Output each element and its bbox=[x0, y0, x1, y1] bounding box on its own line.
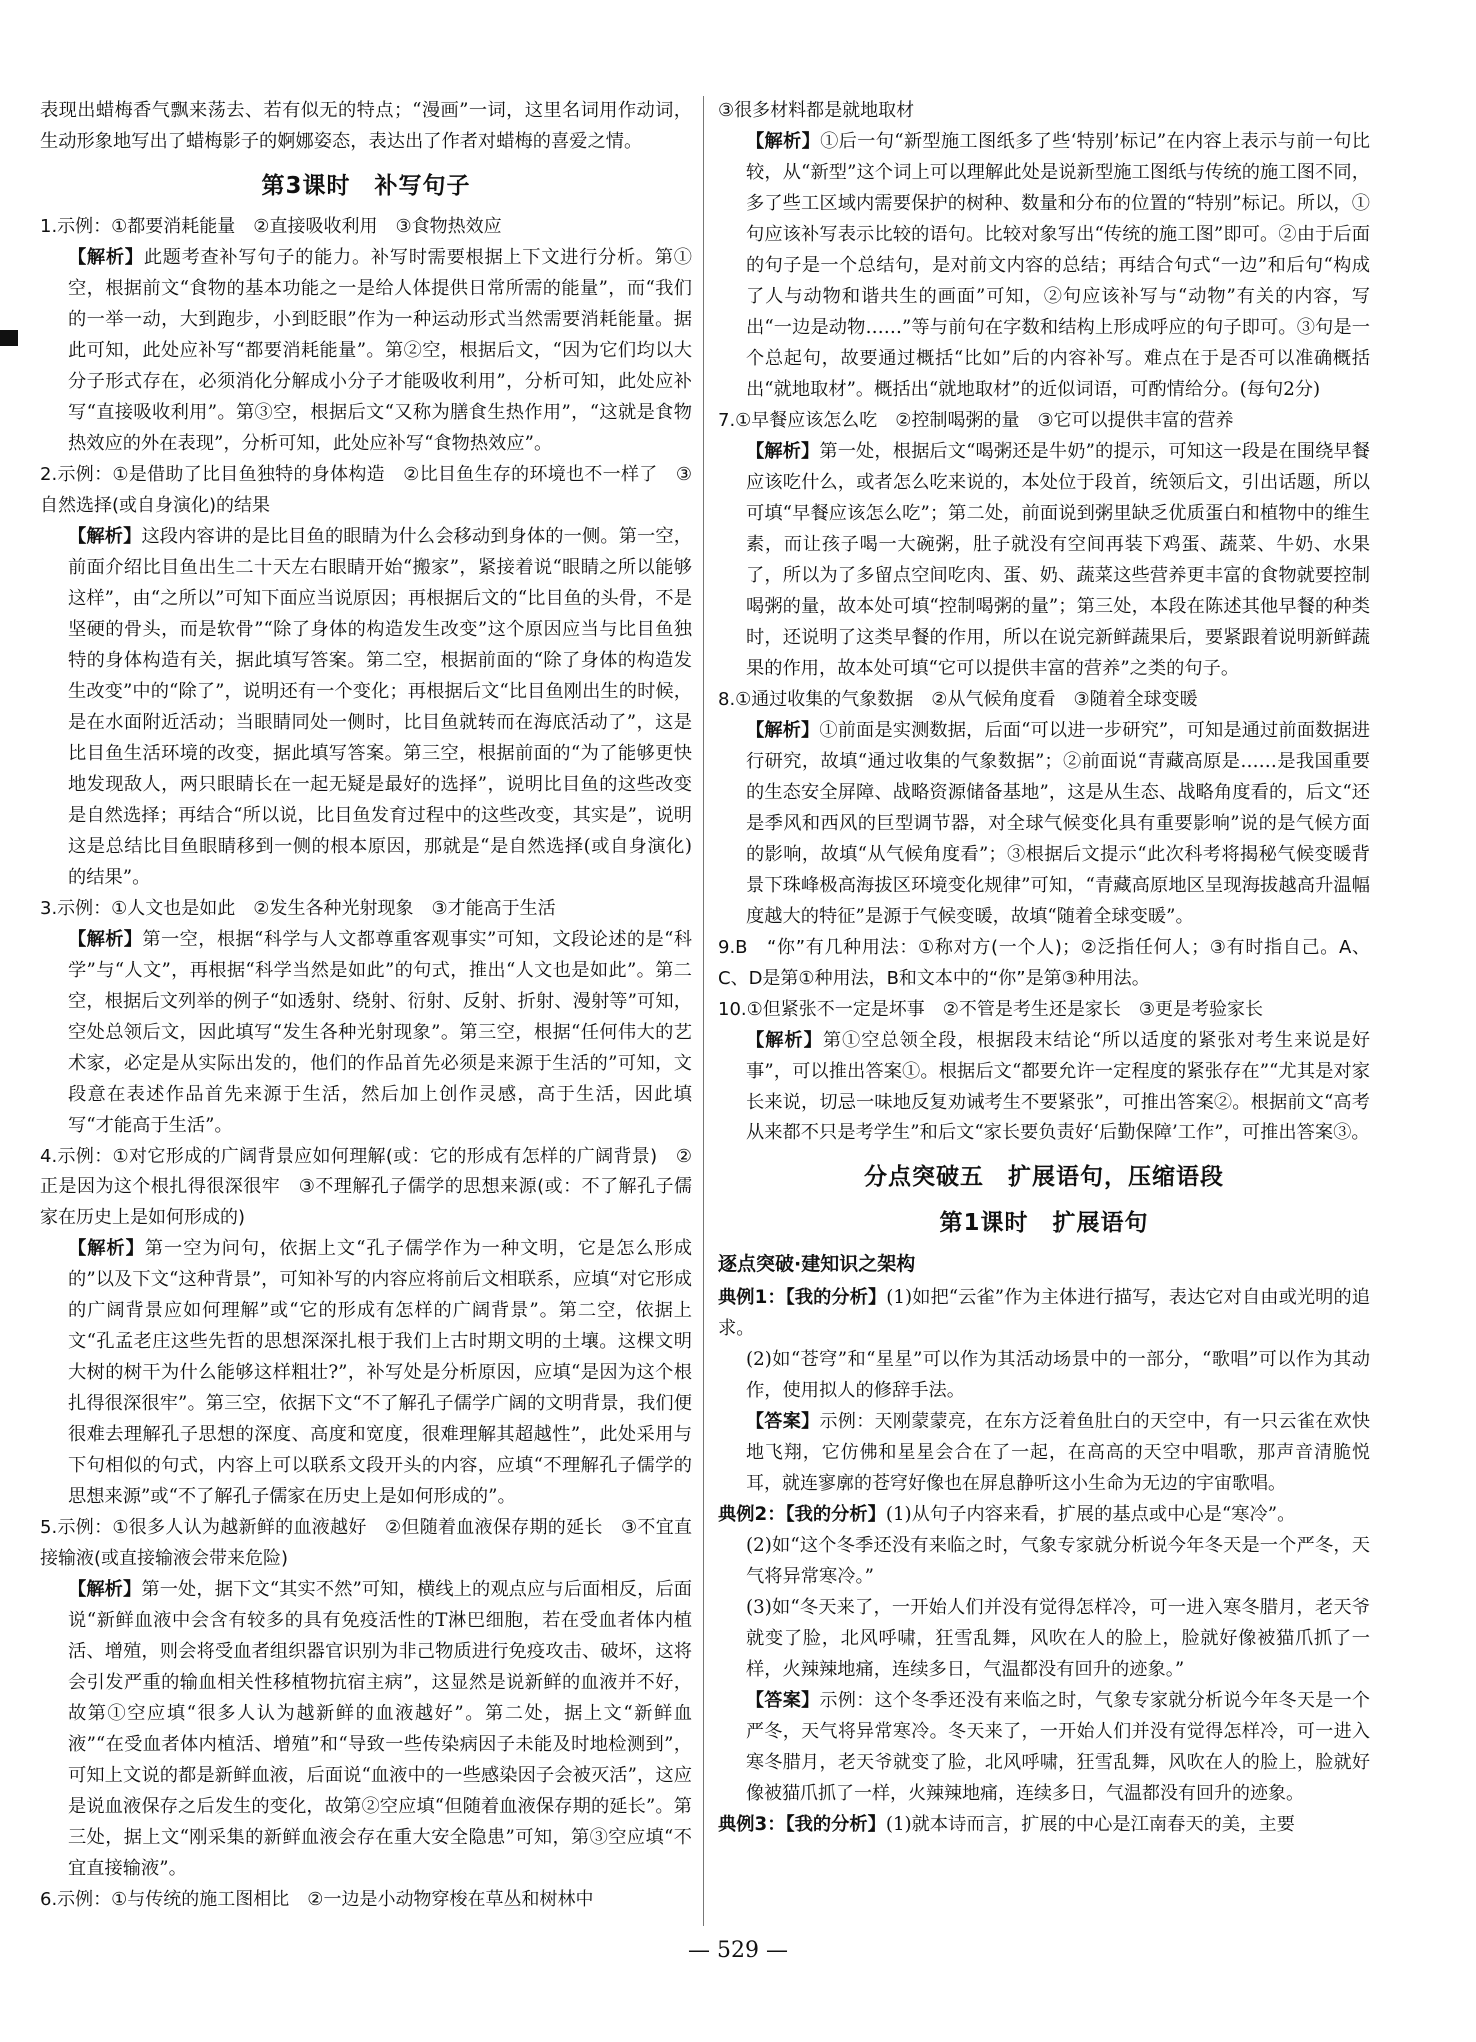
answer-item-2 bbox=[40, 460, 692, 894]
example2-answer-tag: 【答案】 bbox=[746, 1690, 820, 1712]
answer-item-1 bbox=[40, 212, 692, 460]
analysis-tag: 【解析】 bbox=[68, 246, 144, 268]
answer-item-3 bbox=[40, 894, 692, 1142]
analysis-text: 这段内容讲的是比目鱼的眼睛为什么会移动到身体的一侧。第一空，前面介绍比目鱼出生二十天左右眼睛开始“搬家”，紧接着说“眼睛之所以能够这样”，由“之所以”可知下面应当说原因；再根据后文的“比目鱼的头骨，不是坚硬的骨头，而是软骨”“除了身体的构造发生改变”这个原因应当与比目鱼独特的身体构造有关，据此填写答案。第二空，根据前面的“除了身体的构造发生改变”中的“除了”，说明还有一个变化；再根据后文“比目鱼刚出生的时候，是在水面附近活动；当眼睛同处一侧时，比目鱼就转而在海底活动了”，这是比目鱼生活环境的改变，据此填写答案。第三空，根据前面的“为了能够更快地发现敌人，两只眼睛长在一起无疑是最好的选择”，说明比目鱼的这些改变是自然选择；再结合“所以说，比目鱼发育过程中的这些改变，其实是”，说明这是总结比目鱼眼睛移到一侧的根本原因，那就是“是自然选择(或自身演化)的结果”。 bbox=[68, 525, 693, 888]
answer-line: 7.①早餐应该怎么吃 ②控制喝粥的量 ③它可以提供丰富的营养 bbox=[718, 409, 1234, 431]
answer-line: 1.示例：①都要消耗能量 ②直接吸收利用 ③食物热效应 bbox=[40, 215, 502, 237]
analysis-text: ①前面是实测数据，后面“可以进一步研究”，可知是通过前面数据进行研究，故填“通过收集的气象数据”；②前面说“青藏高原是……是我国重要的生态安全屏障、战略资源储备基地”，这是从生态、战略角度看的，后文“还是季风和西风的巨型调节器，对全球气候变化具有重要影响”说的是气候方面的影响，故填“从气候角度看”；③根据后文提示“此次科考将揭秘气候变暖背景下珠峰极高海拔区环境变化规律”可知，“青藏高原地区呈现海拔越高升温幅度越大的特征”是源于气候变暖，故填“随着全球变暖”。 bbox=[746, 719, 1371, 927]
answer-item-4 bbox=[40, 1142, 692, 1514]
answer-item-6: 6.示例：①与传统的施工图相比 ②一边是小动物穿梭在草丛和树林中 bbox=[40, 1889, 594, 1911]
analysis-tag: 【解析】 bbox=[68, 1579, 142, 1601]
analysis-text: 第一处，据下文“其实不然”可知，横线上的观点应与后面相反，后面说“新鲜血液中会含有较多的具有免疫活性的T淋巴细胞，若在受血者体内植活、增殖，则会将受血者组织器官识别为非己物质进行免疫攻击、破坏，这将会引发严重的输血相关性移植物抗宿主病”，这显然是说新鲜的血液并不好，故第①空应填“很多人认为越新鲜的血液越好”。第二处，据上文“新鲜血液”“在受血者体内植活、增殖”和“导致一些传染病因子未能及时地检测到”，可知上文说的都是新鲜血液，后面说“血液中的一些感染因子会被灭活”，这应是说血液保存之后发生的变化，故第②空应填“但随着血液保存期的延长”。第三处，据上文“刚采集的新鲜血液会存在重大安全隐患”可知，第③空应填“不宜直接输液”。 bbox=[68, 1579, 693, 1880]
analysis-text: 第一空为问句，依据上文“孔子儒学作为一种文明，它是怎么形成的”以及下文“这种背景”，可知补写的内容应将前后文相联系，应填“对它形成的广阔背景应如何理解”或“它的形成有怎样的广阔背景”。第二空，依据上文“孔孟老庄这些先哲的思想深深扎根于我们上古时期文明的土壤。这棵文明大树的树干为什么能够这样粗壮?”，补写处是分析原因，应填“是因为这个根扎得很深很牢”。第三空，依据下文“不了解孔子儒学广阔的文明背景，我们便很难去理解孔子思想的深度、高度和宽度，很难理解其超越性”，此处采用与下句相似的句式，内容上可以联系文段开头的内容，应填“不理解孔子儒学的思想来源”或“不了解孔子儒家在历史上是如何形成的”。 bbox=[68, 1238, 692, 1508]
left-column bbox=[40, 96, 692, 1916]
analysis-text: 此题考查补写句子的能力。补写时需要根据上下文进行分析。第①空，根据前文“食物的基本功能之一是给人体提供日常所需的能量”，而“我们的一举一动，大到跑步，小到眨眼”作为一种运动形式当然需要消耗能量。据此可知，此处应补写“都要消耗能量”。第②空，根据后文，“因为它们均以大分子形式存在，必须消化分解成小分子才能吸收利用”，分析可知，此处应补写“直接吸收利用”。第③空，根据后文“又称为膳食生热作用”，“这就是食物热效应的外在表现”，分析可知，此处应补写“食物热效应”。 bbox=[68, 246, 692, 454]
sub-title: 逐点突破·建知识之架构 bbox=[718, 1253, 916, 1276]
answer-item-7 bbox=[718, 406, 1370, 685]
analysis-tag: 【解析】 bbox=[68, 1238, 145, 1260]
analysis-tag: 【解析】 bbox=[68, 928, 143, 950]
answer-item-6-continued: ③很多材料都是就地取材 bbox=[718, 100, 915, 121]
example1-analysis-2: (2)如“苍穹”和“星星”可以作为其活动场景中的一部分，“歌唱”可以作为其动作，使用拟人的修辞手法。 bbox=[746, 1349, 1370, 1402]
example2-label: 典例2：【我的分析】 bbox=[718, 1504, 886, 1526]
example1-answer: 示例：天刚蒙蒙亮，在东方泛着鱼肚白的天空中，有一只云雀在欢快地飞翔，它仿佛和星星会合在了一起，在高高的天空中唱歌，那声音清脆悦耳，就连寥廓的苍穹好像也在屏息静听这小生命为无边的宇宙歌唱。 bbox=[746, 1411, 1371, 1495]
answer-item-9 bbox=[718, 933, 1370, 995]
page-number: — 529 — bbox=[688, 1938, 788, 1963]
example3-label: 典例3：【我的分析】 bbox=[718, 1814, 886, 1836]
answer-item-5 bbox=[40, 1513, 692, 1885]
analysis-tag: 【解析】 bbox=[746, 719, 820, 741]
analysis-text: 第一空，根据“科学与人文都尊重客观事实”可知，文段论述的是“科学”与“人文”，再根据“科学当然是如此”的句式，推出“人文也是如此”。第二空，根据后文列举的例子“如透射、绕射、衍射、反射、折射、漫射等”可知，空处总领后文，因此填写“发生各种光射现象”。第三空，根据“任何伟大的艺术家，必定是从实际出发的，他们的作品首先必须是来源于生活的”可知，文段意在表述作品首先来源于生活，然后加上创作灵感，高于生活，因此填写“才能高于生活”。 bbox=[68, 928, 692, 1136]
answer-line: 3.示例：①人文也是如此 ②发生各种光射现象 ③才能高于生活 bbox=[40, 897, 556, 919]
lesson3-title: 第3课时 补写句子 bbox=[261, 172, 471, 199]
answer-item-10 bbox=[718, 995, 1370, 1150]
analysis-tag: 【解析】 bbox=[746, 440, 820, 462]
answer-line: 10.①但紧张不一定是坏事 ②不管是考生还是家长 ③更是考验家长 bbox=[718, 998, 1264, 1020]
answer-line: 5.示例：①很多人认为越新鲜的血液越好 ②但随着血液保存期的延长 ③不宜直接输液(或直接输液会带来危险) bbox=[40, 1517, 692, 1570]
right-column bbox=[718, 96, 1370, 1841]
column-divider bbox=[703, 96, 704, 1926]
answer-line: 4.示例：①对它形成的广阔背景应如何理解(或：它的形成有怎样的广阔背景) ②正是因为这个根扎得很深很牢 ③不理解孔子儒学的思想来源(或：不了解孔子儒家在历史上是如何形成的) bbox=[40, 1145, 692, 1229]
example2-answer: 示例：这个冬季还没有来临之时，气象专家就分析说今年冬天是一个严冬，天气将异常寒冷。冬天来了，一开始人们并没有觉得怎样冷，可一进入寒冬腊月，老天爷就变了脸，北风呼啸，狂雪乱舞，风吹在人的脸上，脸就好像被猫爪抓了一样，火辣辣地痛，连续多日，气温都没有回升的迹象。 bbox=[746, 1690, 1371, 1805]
answer-item-8 bbox=[718, 685, 1370, 933]
example1-analysis-1: (1)如把“云雀”作为主体进行描写，表达它对自由或光明的追求。 bbox=[718, 1287, 1371, 1340]
analysis-text: ①后一句“新型施工图纸多了些‘特别’标记”在内容上表示与前一句比较，从“新型”这个词上可以理解此处是说新型施工图纸与传统的施工图不同，多了些工区域内需要保护的树种、数量和分布的位置的“特别”标记。所以，①句应该补写表示比较的语句。比较对象写出“传统的施工图”即可。②由于后面的句子是一个总结句，是对前文内容的总结；再结合句式“一边”和后句“构成了人与动物和谐共生的画面”可知，②句应该补写与“动物”有关的内容，写出“一边是动物……”等与前句在字数和结构上形成呼应的句子即可。③句是一个总起句，故要通过概括“比如”后的内容补写。难点在于是否可以准确概括出“就地取材”。概括出“就地取材”的近似词语，可酌情给分。(每句2分) bbox=[746, 130, 1371, 400]
example2-analysis-3: (3)如“冬天来了，一开始人们并没有觉得怎样冷，可一进入寒冬腊月，老天爷就变了脸，北风呼啸，狂雪乱舞，风吹在人的脸上，脸就好像被猫爪抓了一样，火辣辣地痛，连续多日，气温都没有回升的迹象。” bbox=[746, 1597, 1370, 1681]
example1-label: 典例1：【我的分析】 bbox=[718, 1287, 887, 1309]
answer-line: 9.B “你”有几种用法：①称对方(一个人)；②泛指任何人；③有时指自己。A、C、D是第①种用法，B和文本中的“你”是第③种用法。 bbox=[718, 936, 1370, 989]
analysis-tag: 【解析】 bbox=[746, 1029, 823, 1051]
intro-paragraph: 表现出蜡梅香气飘来荡去、若有似无的特点；“漫画”一词，这里名词用作动词，生动形象地写出了蜡梅影子的婀娜姿态，表达出了作者对蜡梅的喜爱之情。 bbox=[40, 100, 692, 152]
example2-analysis-2: (2)如“这个冬季还没有来临之时，气象专家就分析说今年冬天是一个严冬，天气将异常寒冷。” bbox=[746, 1535, 1370, 1588]
example3-analysis-1: (1)就本诗而言，扩展的中心是江南春天的美，主要 bbox=[885, 1814, 1295, 1836]
analysis-tag: 【解析】 bbox=[746, 130, 821, 152]
analysis-tag: 【解析】 bbox=[68, 525, 142, 547]
analysis-text: 第一处，根据后文“喝粥还是牛奶”的提示，可知这一段是在围绕早餐应该吃什么，或者怎么吃来说的，本处位于段首，统领后文，引出话题，所以可填“早餐应该怎么吃”；第二处，前面说到粥里缺乏优质蛋白和植物中的维生素，而让孩子喝一大碗粥，肚子就没有空间再装下鸡蛋、蔬菜、牛奶、水果了，所以为了多留点空间吃肉、蛋、奶、蔬菜这些营养更丰富的食物就要控制喝粥的量，故本处可填“控制喝粥的量”；第三处，本段在陈述其他早餐的种类时，还说明了这类早餐的作用，所以在说完新鲜蔬果后，要紧跟着说明新鲜蔬果的作用，故本处可填“它可以提供丰富的营养”之类的句子。 bbox=[746, 440, 1371, 679]
lesson1-title: 第1课时 扩展语句 bbox=[939, 1210, 1149, 1237]
example2-analysis-1: (1)从句子内容来看，扩展的基点或中心是“寒冷”。 bbox=[885, 1504, 1296, 1526]
answer-line: 8.①通过收集的气象数据 ②从气候角度看 ③随着全球变暖 bbox=[718, 688, 1198, 710]
page-edge-mark bbox=[0, 330, 18, 346]
analysis-text: 第①空总领全段，根据段末结论“所以适度的紧张对考生来说是好事”，可以推出答案①。根据后文“都要允许一定程度的紧张存在”“尤其是对家长来说，切忌一味地反复劝诫考生不要紧张”，可推出答案②。根据前文“高考从来都不只是考学生”和后文“家长要负责好‘后勤保障’工作”，可推出答案③。 bbox=[746, 1029, 1370, 1144]
example1-answer-tag: 【答案】 bbox=[746, 1411, 820, 1433]
answer-line: 2.示例：①是借助了比目鱼独特的身体构造 ②比目鱼生存的环境也不一样了 ③自然选择(或自身演化)的结果 bbox=[40, 463, 692, 516]
section-title: 分点突破五 扩展语句，压缩语段 bbox=[864, 1164, 1224, 1191]
